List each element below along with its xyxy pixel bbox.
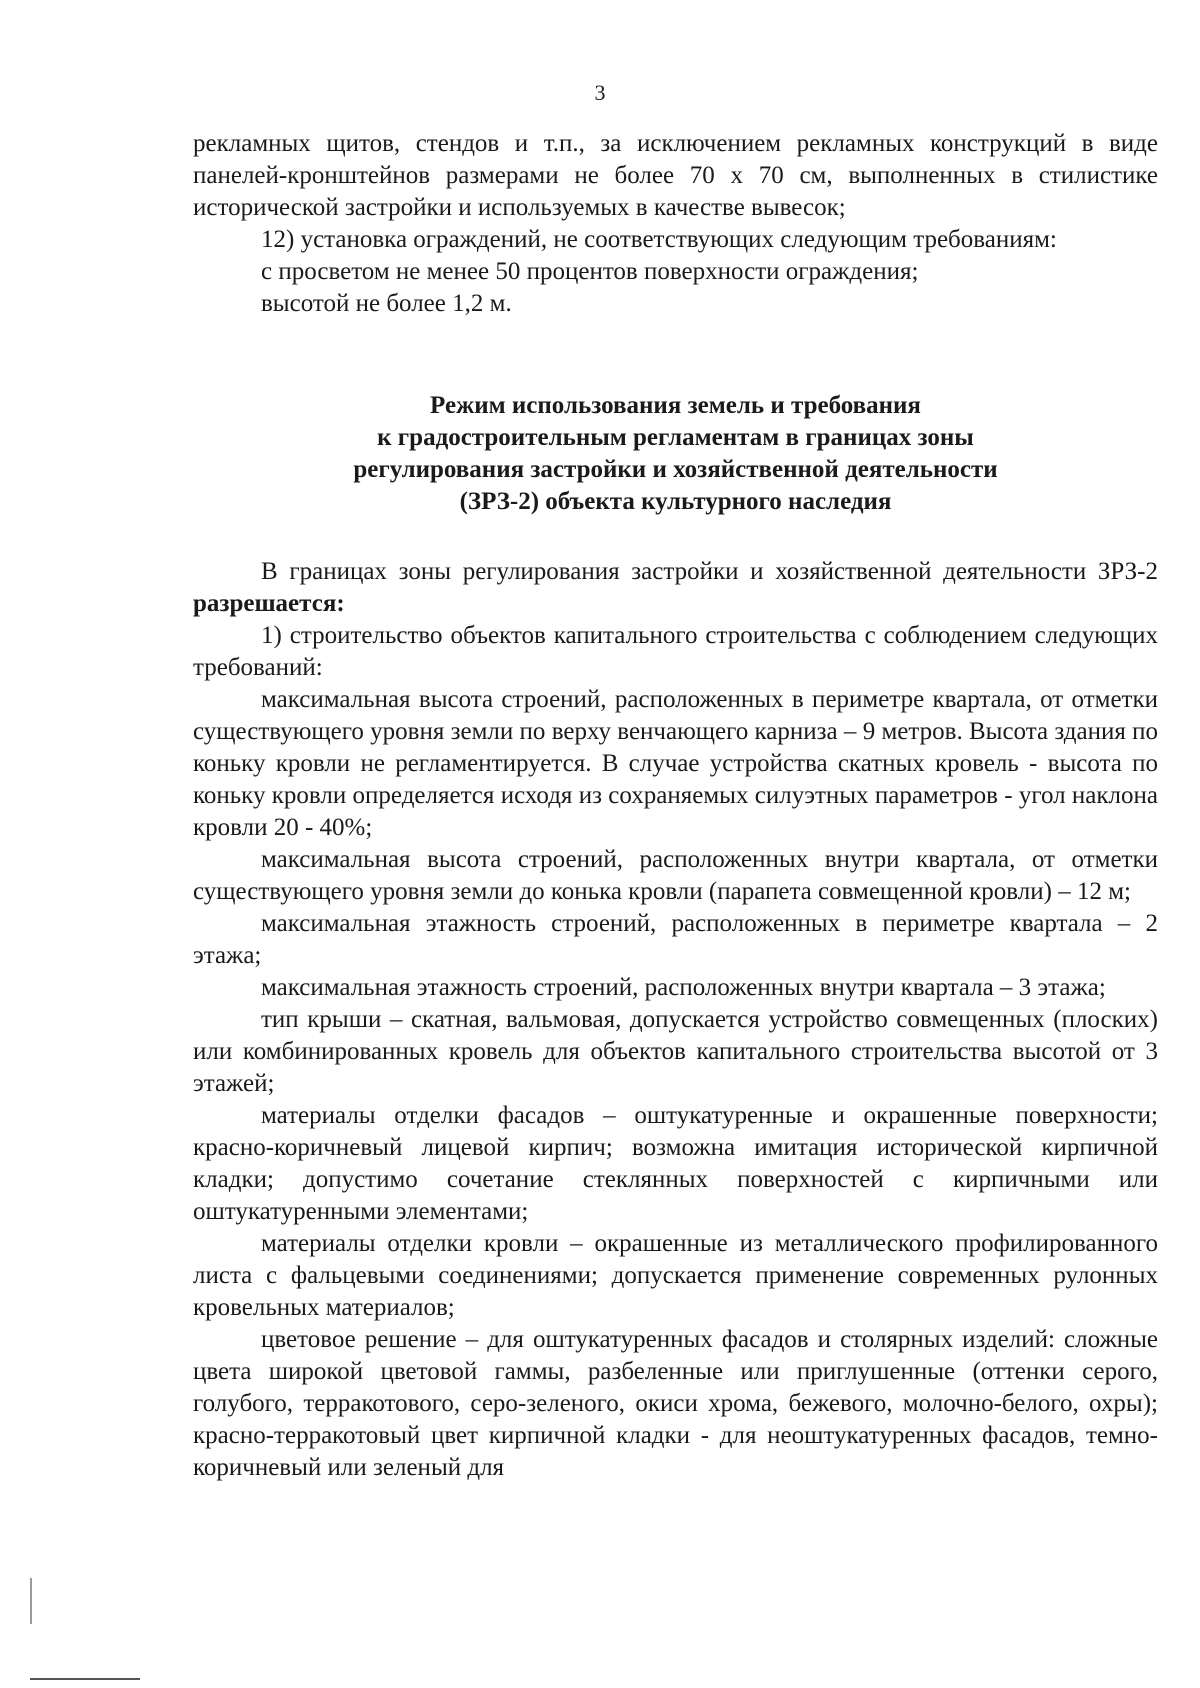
allowed-intro-paragraph [193,556,1158,620]
requirement-paragraph: максимальная высота строений, расположенных в периметре квартала, от отметки существующего уровня земли по верху венчающего карниза – 9 метров. Высота здания по коньку кровли не регламентируется. В случае устройства скатных кровель - высота по коньку кровли определяется исходя из сохраняемых силуэтных параметров - угол наклона кровли 20 - 40%; [193,686,1158,841]
page-number: 3 [594,80,606,105]
requirement-paragraph: материалы отделки кровли – окрашенные из металлического профилированного листа с фальцевыми соединениями; допускается применение современных рулонных кровельных материалов; [193,1230,1158,1321]
item-1: 1) строительство объектов капитального строительства с соблюдением следующих требований: [193,622,1158,681]
item-12: 12) установка ограждений, не соответствующих следующим требованиям: [261,226,1057,253]
requirement-paragraph: материалы отделки фасадов – оштукатуренные и окрашенные поверхности; красно-коричневый лицевой кирпич; возможна имитация исторической кирпичной кладки; допустимо сочетание стеклянных поверхностей с кирпичными или оштукатуренными элементами; [193,1102,1158,1225]
scan-margin-mark [30,1578,32,1624]
section-heading [193,390,1158,518]
heading-line-2: к градостроительным регламентам в границах зоны [377,424,974,451]
requirement-paragraph: максимальная высота строений, расположенных внутри квартала, от отметки существующего уровня земли до конька кровли (парапета совмещенной кровли) – 12 м; [193,846,1158,905]
item-12-requirement-1: с просветом не менее 50 процентов поверхности ограждения; [261,258,919,285]
allowed-intro-text: В границах зоны регулирования застройки и хозяйственной деятельности ЗРЗ-2 [261,558,1158,585]
scan-bottom-mark [30,1678,140,1680]
heading-line-1: Режим использования земель и требования [430,392,921,419]
requirement-paragraph: максимальная этажность строений, расположенных внутри квартала – 3 этажа; [261,974,1106,1001]
heading-line-3: регулирования застройки и хозяйственной деятельности [353,456,998,483]
requirement-paragraph: цветовое решение – для оштукатуренных фасадов и столярных изделий: сложные цвета широкой цветовой гаммы, разбеленные или приглушенные (оттенки серого, голубого, терракотового, серо-зеленого, окиси хрома, бежевого, молочно-белого, охры); красно-терракотовый цвет кирпичной кладки - для неоштукатуренных фасадов, темно-коричневый или зеленый для [193,1326,1158,1481]
allowed-intro-bold: разрешается: [193,590,345,617]
item-12-requirement-2: высотой не более 1,2 м. [261,290,512,317]
intro-paragraph: рекламных щитов, стендов и т.п., за исключением рекламных конструкций в виде панелей-кронштейнов размерами не более 70 х 70 см, выполненных в стилистике исторической застройки и используемых в качестве вывесок; [193,130,1158,221]
requirement-paragraph: тип крыши – скатная, вальмовая, допускается устройство совмещенных (плоских) или комбинированных кровель для объектов капитального строительства высотой от 3 этажей; [193,1006,1158,1097]
requirement-paragraph: максимальная этажность строений, расположенных в периметре квартала – 2 этажа; [193,910,1158,969]
heading-line-4: (ЗРЗ-2) объекта культурного наследия [459,488,892,515]
document-body [193,128,1158,1484]
